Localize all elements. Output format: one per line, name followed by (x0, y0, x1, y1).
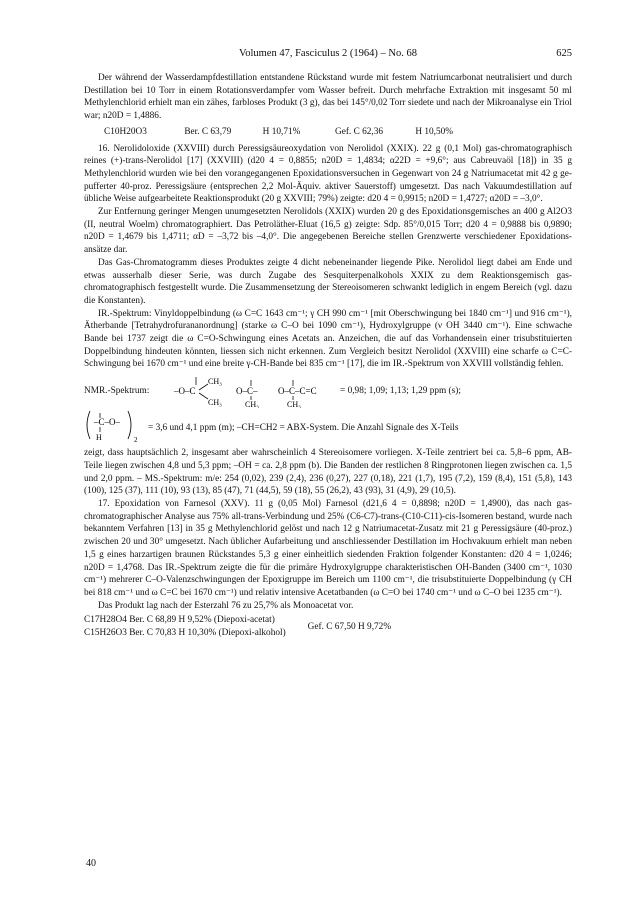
found-h: H 10,50% (415, 126, 454, 137)
paragraph-gas-chromatogram: Das Gas-Chromatogramm dieses Produktes zeigte 4 dicht nebeneinander liegende Pike. Nerolidol liegt dabei am Ende und etwas ausserhalb dieser Serie, was durch Zugabe des Sesquiterpenalkohols XXIX zu dem Reaktionsgemisch gas-chromatographisch festgestellt wurde. Die Zusammensetzung der Stereoisomeren schwankt lediglich in engem Bereich (vgl. dazu die Konstanten). (84, 257, 572, 306)
calc-c: Ber. C 63,79 (184, 126, 232, 137)
structure-oc-methyl (234, 374, 264, 408)
nmr-paren-text: = 3,6 und 4,1 ppm (m); –CH=CH2 = ABX-System. Die Anzahl Signale des X-Teils (148, 422, 459, 433)
nmr-values: = 0,98; 1,09; 1,13; 1,29 ppm (s); (340, 385, 461, 396)
running-header (84, 48, 572, 62)
formula-row-alkohol: C15H26O3 Ber. C 70,83 H 10,30% (Diepoxi-alkohol) (84, 628, 286, 639)
nmr-label: NMR.-Spektrum: (84, 385, 150, 396)
formula: C10H20O3 (104, 126, 147, 137)
svg-text:O–C–C=C: O–C–C=C (278, 386, 317, 397)
formula-found: Gef. C 67,50 H 9,72% (307, 621, 392, 632)
svg-text:H: H (96, 432, 102, 442)
paragraph-chromatography: Zur Entfernung geringer Mengen unumgesetzten Nerolidols (XXIX) wurden 20 g des Epoxidationsgemisches an 400 g Al2O3 (II, neutral Woelm) chromatographiert. Das Petroläther-Eluat (16,5 g) zeigte: Sdp. 85°/0,015 Torr; d20 4 = 0,9888 bis 0,9890; n20D = 1,4679 bis 1,4711; αD = –3,72 bis –4,0°. Die angegebenen Bereiche stellen Grenzwerte verschiedener Epoxidationsansätze dar. (84, 207, 572, 256)
found-c: Gef. C 62,36 (334, 126, 384, 137)
paragraph-section-16: 16. Nerolidoloxide (XXVIII) durch Peressigsäureoxydation von Nerolidol (XXIX). 22 g (0,1 Mol) gas-chromatographisch reines (+)-trans-Nerolidol [17] (XXVIII) (d20 4 = 0,8855; n20D = 1,4834; α22D = +9,6°; aus Cabreuvaöl [18]) in 35 g Methylenchlorid wurden wie bei den vorangegangenen Epoxidationsversuchen in Gegenwart von 24 g Natriumacetat mit 42 g gepufferter 40-proz. Peressigsäure (entsprechen 2,2 Mol-Äquiv. aktiver Sauerstoff) umgesetzt. Das nach Vakuumdestillation auf übliche Weise aufgearbeitete Reaktionsprodukt (20 g XXVIII; 79%) zeigte: d20 4 = 0,9915; n20D = 1,4727; α20D = –3,0°. (84, 143, 572, 205)
svg-text:CH₃: CH₃ (287, 400, 301, 409)
paragraph-stereoisomers: zeigt, dass hauptsächlich 2, insgesamt aber wahrscheinlich 4 Stereoisomere vorliegen. X-Teile zentriert bei ca. 5,8–6 ppm, AB-Teile liegen zwischen 4,8 und 5,3 ppm; –OH = ca. 2,8 ppm (b). Die Banden der restlichen 8 Ringprotonen liegen zwischen ca. 1,5 und 2,0 ppm. – MS.-Spektrum: m/e: 254 (0,02), 239 (2,4), 236 (0,27), 227 (0,18), 221 (1,7), 195 (7,2), 159 (8,4), 151 (5,8), 143 (100), 125 (37), 111 (10), 93 (13), 85 (47), 71 (44,5), 59 (18), 55 (26,2), 43 (93), 31 (4,9), 29 (10,5). (84, 448, 572, 497)
running-title: Volumen 47, Fasciculus 2 (1964) – No. 68 (238, 48, 417, 59)
svg-text:2: 2 (134, 435, 138, 443)
nmr-row (84, 373, 572, 409)
formula-triol (84, 126, 572, 139)
svg-text:–O–C: –O–C (174, 386, 196, 397)
paragraph-section-17: 17. Epoxidation von Farnesol (XXV). 11 g (0,05 Mol) Farnesol (d21,6 4 = 0,8898; n20D = 1,4900), das nach gas-chromatographischer Analyse aus 75% all-trans-Verbindung und 25% (C6-C7)-trans-(C10-C11)-cis-Isomeren bestand, wurde nach bekanntem Verfahren [13] in 35 g Methylenchlorid gelöst und nach 12 g Natriumacetat-Zusatz mit 21 g Peressigsäure (40-proz.) zwischen 20 und 30° umgesetzt. Nach üblicher Aufarbeitung und anschliessender Destillation im Hochvakuum erhielt man neben 1,5 g eines harzartigen braunen Rückstandes 5,3 g einer einheitlich siedenden Fraktion folgender Konstanten: d20 4 = 1,0246; n20D = 1,4768. Das IR.-Spektrum zeigte die für die primäre Hydroxylgruppe charakteristischen OH-Banden (3400 cm⁻¹, 1030 cm⁻¹) mehrerer C–O-Valenzschwingungen der Epoxigruppe im Bereich um 1100 cm⁻¹, die trisubstituierte Doppelbindung (γ CH bei 818 cm⁻¹ und ω C=C bei 1670 cm⁻¹) und relativ intensive Acetatbanden (ω C=O bei 1740 cm⁻¹ und ω C–O bei 1235 cm⁻¹). (84, 498, 572, 598)
paragraph-residue: Der während der Wasserdampfdestillation entstandene Rückstand wurde mit festem Natriumcarbonat neutralisiert und durch Destillation bei 10 Torr in einem Rotationsverdampfer vom Wasser befreit. Durch mehrfache Extraktion mit insgesamt 50 ml Methylenchlorid erhielt man ein zähes, farbloses Produkt (3 g), das bei 145°/0,02 Torr siedete und nach der Mikroanalyse ein Triol war; n20D = 1,4886. (84, 73, 572, 122)
svg-text:CH₃: CH₃ (208, 377, 222, 387)
formula-calc-rows (84, 614, 286, 639)
structure-ch-oxygen (84, 409, 142, 448)
paragraph-monoacetat: Das Produkt lag nach der Esterzahl 76 zu 25,7% als Monoacetat vor. (98, 600, 354, 611)
footer-number: 40 (86, 858, 96, 869)
structure-isopropylidene (172, 374, 222, 408)
paragraph-ir-spectrum: IR.-Spektrum: Vinyldoppelbindung (ω C=C 1643 cm⁻¹; γ CH 990 cm⁻¹ [mit Oberschwingung bei 1840 cm⁻¹] und 916 cm⁻¹), Ätherbande [Tetrahydrofurananordnung] (starke ω C–O bei 1090 cm⁻¹), Hydroxylgruppe (ν OH 3440 cm⁻¹). Eine schwache Bande bei 1737 zeigt die ω C=O-Schwingung eines Acetats an. Anzeichen, die auf das Vorhandensein einer trisubstituierten Doppelbindung hindeuten könnten, liessen sich nicht erkennen. Zum Vergleich besitzt Nerolidol (XXVIII) eine scharfe ω C=C-Schwingung bei 1670 cm⁻¹ und eine breite γ-CH-Bande bei 835 cm⁻¹ [17], die im IR.-Spektrum von XXVIII vollständig fehlen. (84, 308, 572, 370)
formula-diepoxi (84, 614, 572, 639)
svg-text:CH₃: CH₃ (245, 400, 259, 409)
calc-h: H 10,71% (262, 126, 301, 137)
nmr-paren-row (84, 411, 572, 445)
article-body (84, 72, 572, 640)
svg-text:O–C–: O–C– (236, 386, 258, 397)
svg-text:–C–O–: –C–O– (94, 416, 121, 427)
page-number: 625 (556, 48, 572, 59)
structure-oc-vinyl (276, 374, 324, 408)
svg-text:CH₃: CH₃ (208, 398, 222, 408)
formula-row-acetat: C17H28O4 Ber. C 68,89 H 9,52% (Diepoxi-acetat) (84, 615, 275, 626)
